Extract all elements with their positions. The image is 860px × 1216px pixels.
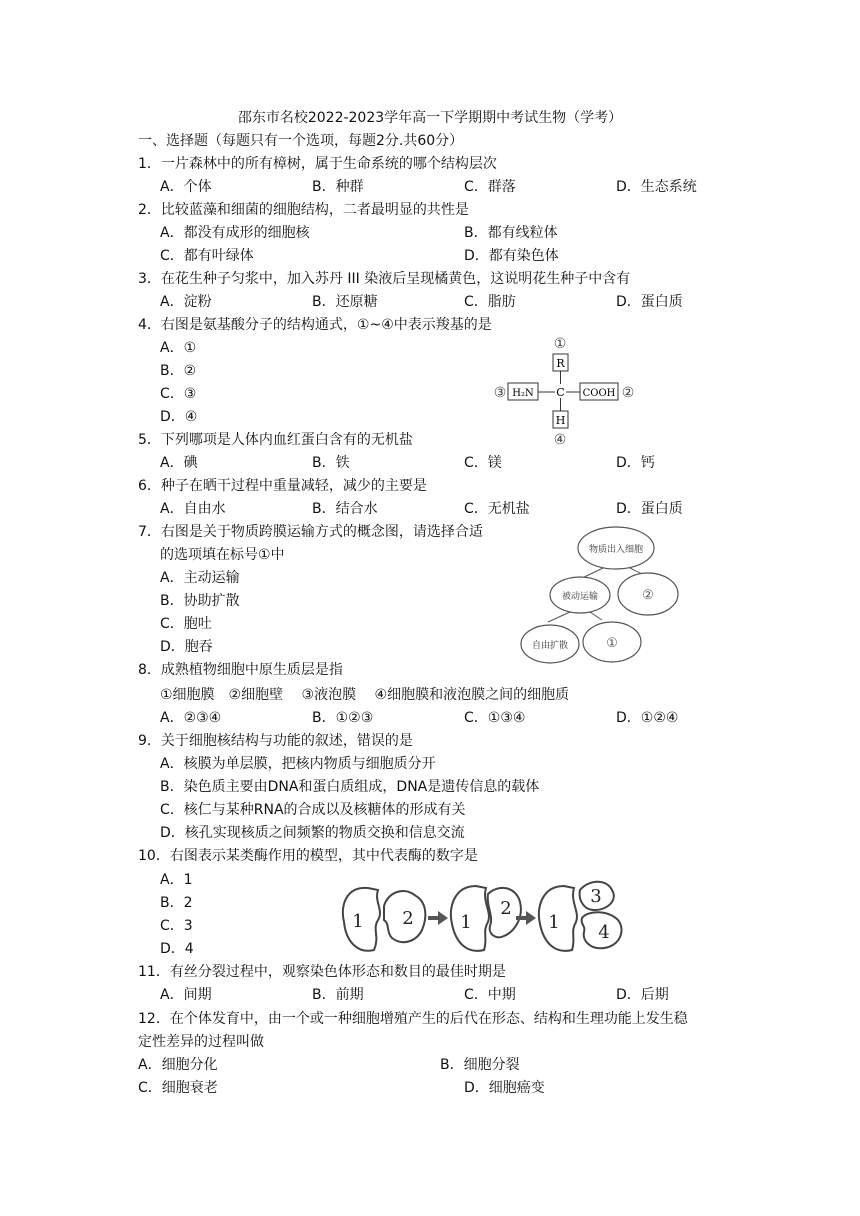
node-free-diffusion-label: 自由扩散: [531, 641, 569, 651]
q1-option-c: C．群落: [464, 179, 516, 195]
q4-option-d: D．④: [160, 409, 198, 425]
q11-option-a: A．间期: [160, 987, 212, 1003]
q10-option-d: D．4: [160, 941, 194, 957]
stage2-label-2: 2: [500, 898, 512, 919]
q10-option-c: C．3: [160, 918, 193, 934]
q6-option-d: D．蛋白质: [616, 501, 683, 517]
q1-stem: 1．一片森林中的所有樟树，属于生命系统的哪个结构层次: [138, 156, 497, 172]
q12-option-d: D．细胞癌变: [464, 1080, 545, 1096]
stage3-label-4: 4: [598, 922, 610, 943]
label-3: ③: [493, 385, 507, 401]
label-2: ②: [621, 385, 635, 401]
r-group: R: [556, 357, 565, 370]
q9-option-a: A．核膜为单层膜，把核内物质与细胞质分开: [160, 756, 436, 772]
q8-items: ①细胞膜 ②细胞壁 ③液泡膜 ④细胞膜和液泡膜之间的细胞质: [160, 687, 570, 703]
q12-option-c: C．细胞衰老: [138, 1080, 218, 1096]
q12-stem: 12．在个体发育中，由一个或一种细胞增殖产生的后代在形态、结构和生理功能上发生稳: [138, 1011, 688, 1027]
q3-option-a: A．淀粉: [160, 294, 212, 310]
q12-stem-continued: 定性差异的过程叫做: [138, 1034, 264, 1050]
q6-option-b: B．结合水: [312, 501, 378, 517]
q7-stem: 7．右图是关于物质跨膜运输方式的概念图，请选择合适: [138, 524, 483, 540]
q5-stem: 5．下列哪项是人体内血红蛋白含有的无机盐: [138, 432, 413, 448]
q2-option-b: B．都有线粒体: [464, 225, 558, 241]
q8-option-a: A．②③④: [160, 710, 222, 726]
stage1-label-1: 1: [352, 911, 364, 932]
q10-stem: 10．右图表示某类酶作用的模型，其中代表酶的数字是: [138, 848, 478, 864]
page-title: 邵东市名校2022-2023学年高一下学期期中考试生物（学考）: [237, 110, 623, 126]
membrane-transport-concept-map: [518, 526, 688, 666]
q12-option-a: A．细胞分化: [138, 1057, 218, 1073]
q3-option-b: B．还原糖: [312, 294, 378, 310]
q1-option-a: A．个体: [160, 179, 212, 195]
q4-option-b: B．②: [160, 363, 197, 379]
q4-option-a: A．①: [160, 340, 197, 356]
arrow-1: [428, 911, 448, 925]
q8-option-d: D．①②④: [616, 710, 679, 726]
q5-option-b: B．铁: [312, 455, 350, 471]
q6-option-a: A．自由水: [160, 501, 226, 517]
q8-stem: 8．成熟植物细胞中原生质层是指: [138, 662, 343, 678]
q2-stem: 2．比较蓝藻和细菌的细胞结构，二者最明显的共性是: [138, 202, 469, 218]
q9-option-d: D．核孔实现核质之间频繁的物质交换和信息交流: [160, 825, 465, 841]
carboxyl-group: COOH: [582, 388, 616, 399]
q7-option-b: B．协助扩散: [160, 593, 240, 609]
q7-option-d: D．胞吞: [160, 639, 213, 655]
central-carbon: C: [556, 386, 565, 399]
q2-option-d: D．都有染色体: [464, 248, 559, 264]
q10-option-b: B．2: [160, 895, 193, 911]
stage2-label-1: 1: [460, 912, 472, 933]
q8-option-c: C．①③④: [464, 710, 526, 726]
q5-option-d: D．钙: [616, 455, 655, 471]
q12-option-b: B．细胞分裂: [440, 1057, 520, 1073]
q9-option-b: B．染色质主要由DNA和蛋白质组成，DNA是遗传信息的载体: [160, 779, 540, 795]
q9-option-c: C．核仁与某种RNA的合成以及核糖体的形成有关: [160, 802, 466, 818]
section-heading: 一、选择题（每题只有一个选项，每题2分.共60分）: [138, 133, 464, 149]
stage1-label-2: 2: [402, 908, 414, 929]
label-4: ④: [553, 432, 567, 448]
q6-option-c: C．无机盐: [464, 501, 530, 517]
node-passive-label: 被动运输: [561, 592, 599, 602]
q4-option-c: C．③: [160, 386, 197, 402]
q7-option-a: A．主动运输: [160, 570, 240, 586]
q9-stem: 9．关于细胞核结构与功能的叙述，错误的是: [138, 733, 413, 749]
node-top-label: 物质出入细胞: [588, 545, 644, 555]
q4-stem: 4．右图是氨基酸分子的结构通式，①~④中表示羧基的是: [138, 317, 492, 333]
amino-acid-structure-diagram: [480, 334, 650, 448]
q2-option-c: C．都有叶绿体: [160, 248, 254, 264]
stage3-label-3: 3: [590, 886, 602, 907]
stage3-label-1: 1: [548, 912, 560, 933]
q2-option-a: A．都没有成形的细胞核: [160, 225, 310, 241]
q11-option-b: B．前期: [312, 987, 364, 1003]
q11-stem: 11．有丝分裂过程中，观察染色体形态和数目的最佳时期是: [138, 964, 506, 980]
q8-option-b: B．①②③: [312, 710, 374, 726]
node-1-label: ①: [606, 636, 618, 651]
q3-option-d: D．蛋白质: [616, 294, 683, 310]
q3-option-c: C．脂肪: [464, 294, 516, 310]
q7-option-c: C．胞吐: [160, 616, 212, 632]
label-1: ①: [553, 336, 567, 352]
enzyme-model-diagram: [338, 876, 630, 960]
q7-stem-continued: 的选项填在标号①中: [160, 547, 285, 563]
q10-option-a: A．1: [160, 872, 193, 888]
q6-stem: 6．种子在晒干过程中重量减轻，减少的主要是: [138, 478, 427, 494]
node-2-label: ②: [642, 588, 654, 603]
amino-group: H₂N: [512, 388, 534, 399]
q3-stem: 3．在花生种子匀浆中，加入苏丹 III 染液后呈现橘黄色，这说明花生种子中含有: [138, 271, 631, 287]
q1-option-d: D．生态系统: [616, 179, 697, 195]
q5-option-a: A．碘: [160, 455, 198, 471]
q11-option-c: C．中期: [464, 987, 516, 1003]
hydrogen: H: [555, 414, 566, 427]
q5-option-c: C．镁: [464, 455, 502, 471]
q11-option-d: D．后期: [616, 987, 669, 1003]
q1-option-b: B．种群: [312, 179, 364, 195]
